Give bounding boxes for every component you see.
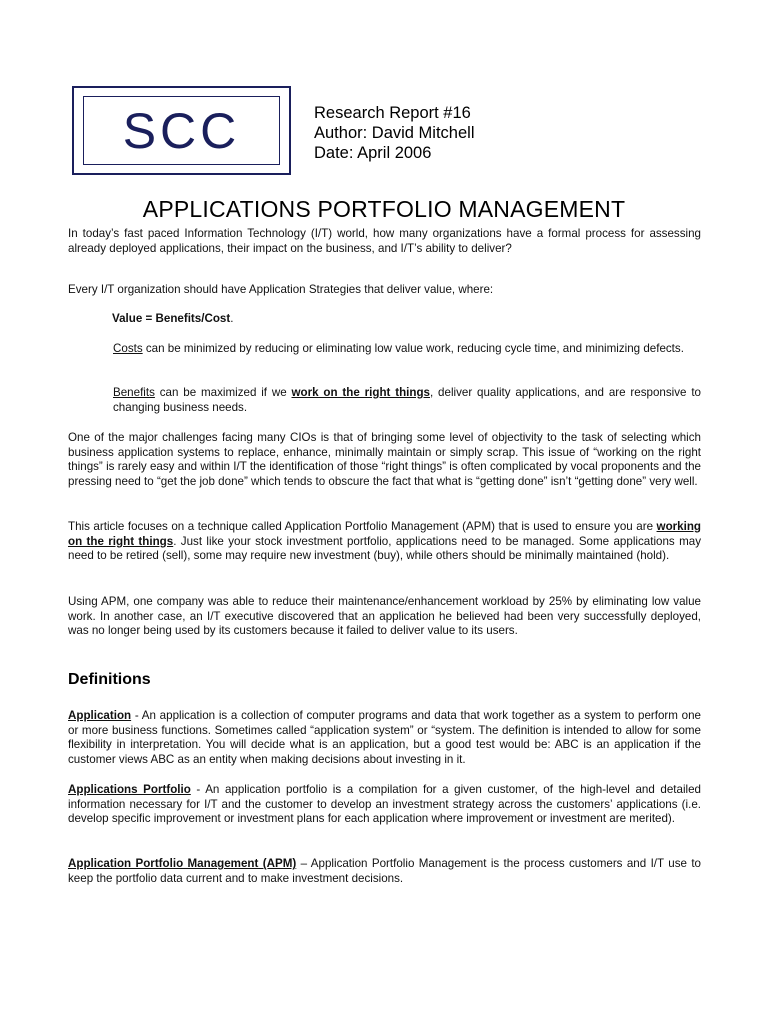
strategy-paragraph: Every I/T organization should have Application Strategies that deliver value, where: <box>68 283 494 296</box>
definition-apm <box>68 857 701 886</box>
definition-text: – Application Portfolio Management is the process customers and I/T use to keep the portfolio data current and to make investment decisions. <box>68 857 701 885</box>
report-author: Author: David Mitchell <box>314 124 475 142</box>
report-date: Date: April 2006 <box>314 144 432 162</box>
costs-text: can be minimized by reducing or eliminating low value work, reducing cycle time, and minimizing defects. <box>142 342 684 355</box>
value-formula <box>112 312 745 327</box>
article-paragraph <box>68 520 701 564</box>
costs-paragraph <box>113 342 701 357</box>
definition-term: Application <box>68 709 132 722</box>
definition-term: Applications Portfolio <box>68 783 191 796</box>
definition-term: Application Portfolio Management (APM) <box>68 857 297 870</box>
logo-inner-frame <box>83 96 280 165</box>
definitions-heading: Definitions <box>68 671 151 688</box>
article-post: . Just like your stock investment portfolio, applications need to be managed. Some applications may need to be retired (sell), some may require new investment (buy), while others should be minimally maintained (hold). <box>68 534 701 563</box>
intro-paragraph: In today’s fast paced Information Technology (I/T) world, how many organizations have a formal process for assessing already deployed applications, their impact on the business, and I/T’s ability to deliver? <box>68 227 701 255</box>
document-title: APPLICATIONS PORTFOLIO MANAGEMENT <box>142 196 626 222</box>
report-number: Research Report #16 <box>314 104 471 122</box>
apm-result-paragraph: Using APM, one company was able to reduce their maintenance/enhancement workload by 25% by eliminating low value work. In another case, an I/T executive discovered that an application he believed had been very successfully deployed, was no longer being used by its customers because it failed to deliver value to its users. <box>68 595 701 638</box>
benefits-post: , deliver quality applications, and are responsive to changing business needs. <box>113 386 701 414</box>
logo-text: SCC <box>122 102 241 159</box>
definition-text: - An application portfolio is a compilation for a given customer, of the high-level and detailed information necessary for I/T and the customer to develop an investment strategy across the customers’ applications (i.e. develop specific improvement or investment plans for each application where improvement or investment are merited). <box>68 783 701 826</box>
benefits-term: Benefits <box>113 386 155 399</box>
costs-term: Costs <box>113 342 143 355</box>
report-meta <box>314 103 474 163</box>
definition-applications-portfolio <box>68 783 701 827</box>
article-pre: This article focuses on a technique called Application Portfolio Management (APM) that is used to ensure you are <box>68 520 657 533</box>
benefits-paragraph <box>113 386 701 415</box>
value-formula-tail: . <box>230 312 234 325</box>
scc-logo <box>72 86 291 175</box>
value-formula-bold: Value = Benefits/Cost <box>112 312 231 325</box>
challenge-paragraph: One of the major challenges facing many CIOs is that of bringing some level of objectivity to the task of selecting which business application systems to replace, enhance, minimally maintain or simply scrap. This issue of “working on the right things” is rarely easy and within I/T the identification of those “right things” is often complicated by vocal proponents and the pressing need to “get the job done” which tends to obscure the fact that what is “getting done” isn’t “getting done” very well. <box>68 431 701 489</box>
definition-text: - An application is a collection of computer programs and data that work together as a system to perform one or more business functions. Sometimes called “application system” or “system. The definition is intended to allow for some flexibility in interpretation. You will decide what is an application, but a good test would be: ABC is an application if the customer views ABC as an entity when making decisions about investing in it. <box>68 709 701 767</box>
benefits-pre: can be maximized if we <box>154 386 292 399</box>
article-emphasis: working on the right things <box>68 520 701 548</box>
definition-application <box>68 709 701 768</box>
benefits-emphasis: work on the right things <box>291 386 430 399</box>
